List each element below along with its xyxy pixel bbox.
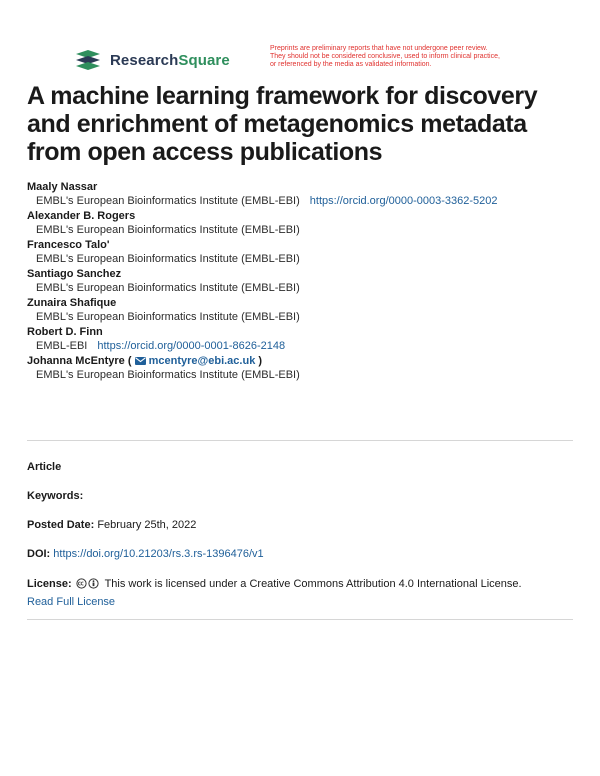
author-entry [27,354,575,383]
author-list [27,180,575,383]
author-entry [27,267,575,296]
author-name: Maaly Nassar [27,181,98,193]
author-name: Zunaira Shafique [27,297,117,309]
section-divider [27,619,573,620]
posted-date-label: Posted Date: [27,519,95,531]
brand-name-part1: Research [110,51,179,69]
author-affiliation: EMBL's European Bioinformatics Institute (EMBL-EBI) [36,369,300,381]
author-affiliation: EMBL's European Bioinformatics Institute (EMBL-EBI) [36,253,300,265]
author-name-with-email: Johanna McEntyre ( mcentyre@ebi.ac.uk ) [27,355,263,367]
keywords [27,489,83,503]
affiliation-text: EMBL's European Bioinformatics Institute (EMBL-EBI) [36,195,300,207]
license-text: This work is licensed under a Creative Commons Attribution 4.0 International License. [104,578,522,590]
research-square-logo[interactable] [74,49,230,71]
research-square-logo-icon [74,49,102,71]
section-divider [27,440,573,441]
license [27,577,522,591]
author-entry [27,180,575,209]
doi [27,547,264,561]
article-type-label: Article [27,461,62,473]
disclaimer-line: Preprints are preliminary reports that have not undergone peer review. [270,45,488,52]
license-label: License: [27,578,72,590]
author-affiliation: EMBL's European Bioinformatics Institute (EMBL-EBI) [36,282,300,294]
email-text: mcentyre@ebi.ac.uk [148,355,256,367]
disclaimer-line: They should not be considered conclusive, used to inform clinical practice, [270,53,500,61]
article-type [27,460,61,474]
orcid-link[interactable]: https://orcid.org/0000-0001-8626-2148 [97,340,286,352]
posted-date [27,518,196,532]
author-email-link[interactable] [135,355,256,367]
author-affiliation: EMBL's European Bioinformatics Institute (EMBL-EBI) [36,311,300,323]
author-entry [27,238,575,267]
author-affiliation [27,194,575,209]
posted-date-value: February 25th, 2022 [97,519,197,531]
author-name: Robert D. Finn [27,326,103,338]
read-full-license [27,595,115,609]
author-affiliation: EMBL's European Bioinformatics Institute (EMBL-EBI) [36,224,300,236]
orcid-link[interactable]: https://orcid.org/0000-0003-3362-5202 [309,195,498,207]
author-entry [27,209,575,238]
author-affiliation [27,339,575,354]
keywords-label: Keywords: [27,490,84,502]
doi-label: DOI: [27,548,51,560]
brand-name-part2: Square [178,51,230,69]
envelope-icon [135,357,146,365]
author-name: Santiago Sanchez [27,268,122,280]
creative-commons-icon [76,578,100,589]
author-entry [27,296,575,325]
preprint-disclaimer [270,45,560,70]
author-name: Alexander B. Rogers [27,210,136,222]
affiliation-text: EMBL-EBI [36,340,88,352]
author-name: Johanna McEntyre [27,355,125,367]
brand-name [110,52,230,69]
paper-title: A machine learning framework for discovery and enrichment of metagenomics metadata from open access publications [27,82,538,166]
doi-link[interactable]: https://doi.org/10.21203/rs.3.rs-1396476/v1 [53,548,264,560]
disclaimer-line: or referenced by the media as validated information. [270,61,432,69]
author-name: Francesco Talo' [27,239,110,251]
read-full-license-link[interactable]: Read Full License [27,596,116,608]
author-entry [27,325,575,354]
